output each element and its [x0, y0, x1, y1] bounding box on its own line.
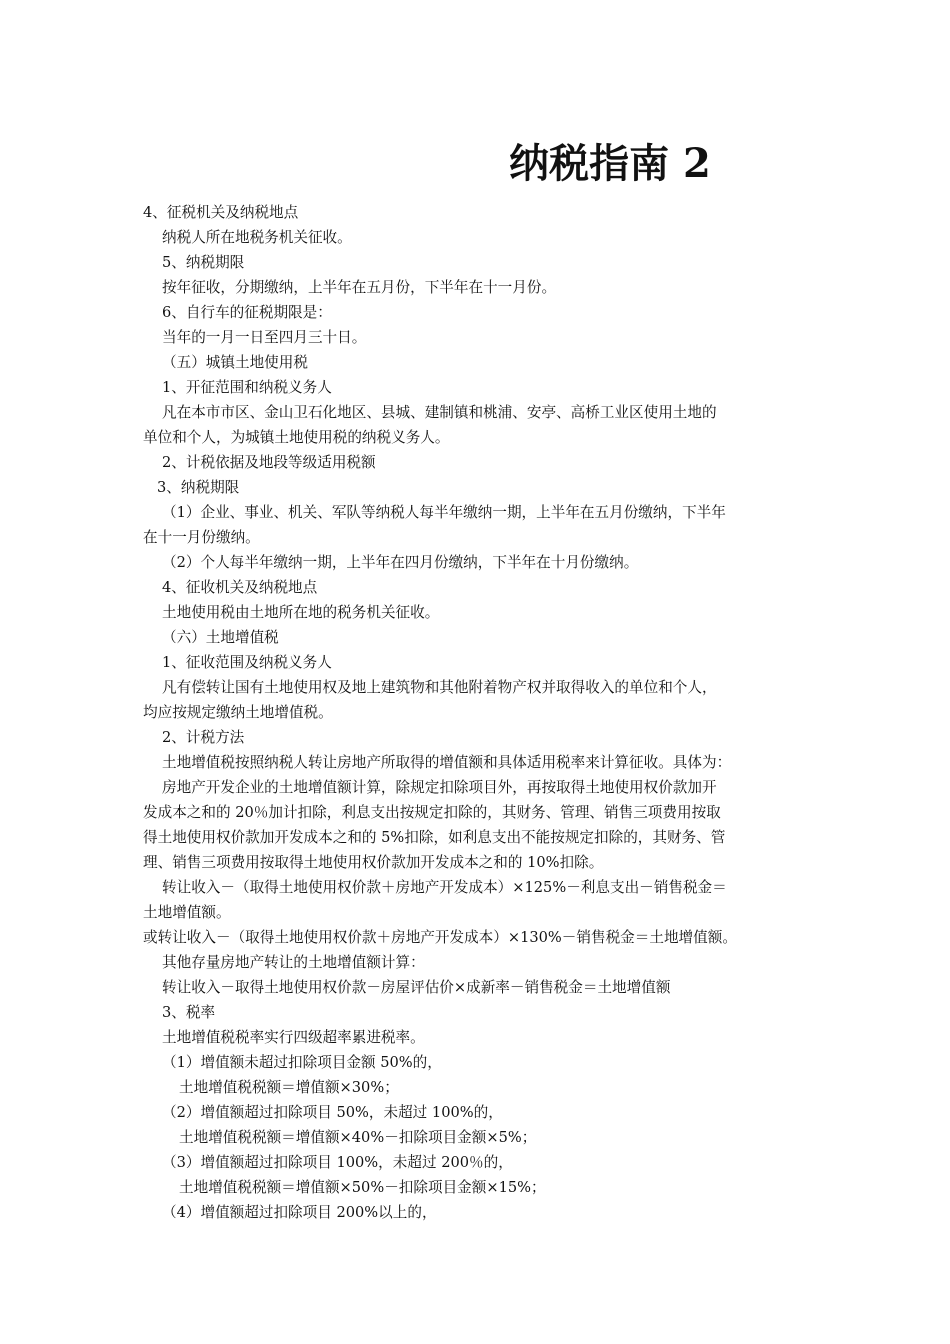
text-line: 房地产开发企业的土地增值额计算，除规定扣除项目外，再按取得土地使用权价款加开: [162, 779, 717, 796]
text-line: （1）企业、事业、机关、军队等纳税人每半年缴纳一期，上半年在五月份缴纳，下半年: [162, 504, 726, 521]
text-line: 在十一月份缴纳。: [143, 529, 260, 546]
text-line: 转让收入－（取得土地使用权价款＋房地产开发成本）×125%－利息支出－销售税金＝: [162, 879, 727, 896]
text-line: 其他存量房地产转让的土地增值额计算：: [162, 954, 425, 971]
text-line: 纳税人所在地税务机关征收。: [162, 229, 352, 246]
text-line: 土地增值税税额＝增值额×50%－扣除项目金额×15%；: [179, 1179, 546, 1196]
document-title: 纳税指南 2: [509, 140, 711, 187]
text-line: （2）增值额超过扣除项目 50%，未超过 100%的，: [162, 1104, 503, 1121]
text-line: 土地增值税按照纳税人转让房地产所取得的增值额和具体适用税率来计算征收。具体为：: [162, 754, 732, 771]
text-line: 转让收入－取得土地使用权价款－房屋评估价×成新率－销售税金＝土地增值额: [162, 979, 671, 996]
text-line: 当年的一月一日至四月三十日。: [162, 329, 367, 346]
text-line: （4）增值额超过扣除项目 200%以上的，: [162, 1204, 437, 1221]
text-line: 得土地使用权价款加开发成本之和的 5%扣除，如利息支出不能按规定扣除的，其财务、管: [143, 829, 726, 846]
text-line: 按年征收，分期缴纳，上半年在五月份，下半年在十一月份。: [162, 279, 557, 296]
text-line: 土地增值税税额＝增值额×30%；: [179, 1079, 399, 1096]
document-body: [143, 200, 813, 1225]
text-line: 凡在本市市区、金山卫石化地区、县城、建制镇和桃浦、安亭、高桥工业区使用土地的: [162, 404, 717, 421]
text-line: 4、征收机关及纳税地点: [162, 579, 318, 596]
text-line: 均应按规定缴纳土地增值税。: [143, 704, 333, 721]
text-line: 单位和个人，为城镇土地使用税的纳税义务人。: [143, 429, 450, 446]
text-line: 5、纳税期限: [162, 254, 245, 271]
text-line: 土地增值额。: [143, 904, 231, 921]
text-line: （1）增值额未超过扣除项目金额 50%的，: [162, 1054, 442, 1071]
text-line: 土地使用税由土地所在地的税务机关征收。: [162, 604, 440, 621]
text-line: 3、纳税期限: [157, 479, 240, 496]
text-line: 或转让收入－（取得土地使用权价款＋房地产开发成本）×130%－销售税金＝土地增值额。: [143, 929, 737, 946]
text-line: 6、自行车的征税期限是：: [162, 304, 332, 321]
text-line: 1、开征范围和纳税义务人: [162, 379, 332, 396]
text-line: 凡有偿转让国有土地使用权及地上建筑物和其他附着物产权并取得收入的单位和个人，: [162, 679, 717, 696]
text-line: 2、计税方法: [162, 729, 245, 746]
text-line: 发成本之和的 20％加计扣除，利息支出按规定扣除的，其财务、管理、销售三项费用按取: [143, 804, 721, 821]
text-line: （2）个人每半年缴纳一期，上半年在四月份缴纳，下半年在十月份缴纳。: [162, 554, 639, 571]
text-line: 4、征税机关及纳税地点: [143, 204, 299, 221]
text-line: 3、税率: [162, 1004, 216, 1021]
text-line: 理、销售三项费用按取得土地使用权价款加开发成本之和的 10%扣除。: [143, 854, 604, 871]
text-line: （六）土地增值税: [162, 629, 279, 646]
text-line: （五）城镇土地使用税: [162, 354, 308, 371]
text-line: 2、计税依据及地段等级适用税额: [162, 454, 376, 471]
text-line: 土地增值税税额＝增值额×40%－扣除项目金额×5%；: [179, 1129, 537, 1146]
text-line: （3）增值额超过扣除项目 100%，未超过 200％的，: [162, 1154, 513, 1171]
text-line: 1、征收范围及纳税义务人: [162, 654, 332, 671]
text-line: 土地增值税税率实行四级超率累进税率。: [162, 1029, 425, 1046]
